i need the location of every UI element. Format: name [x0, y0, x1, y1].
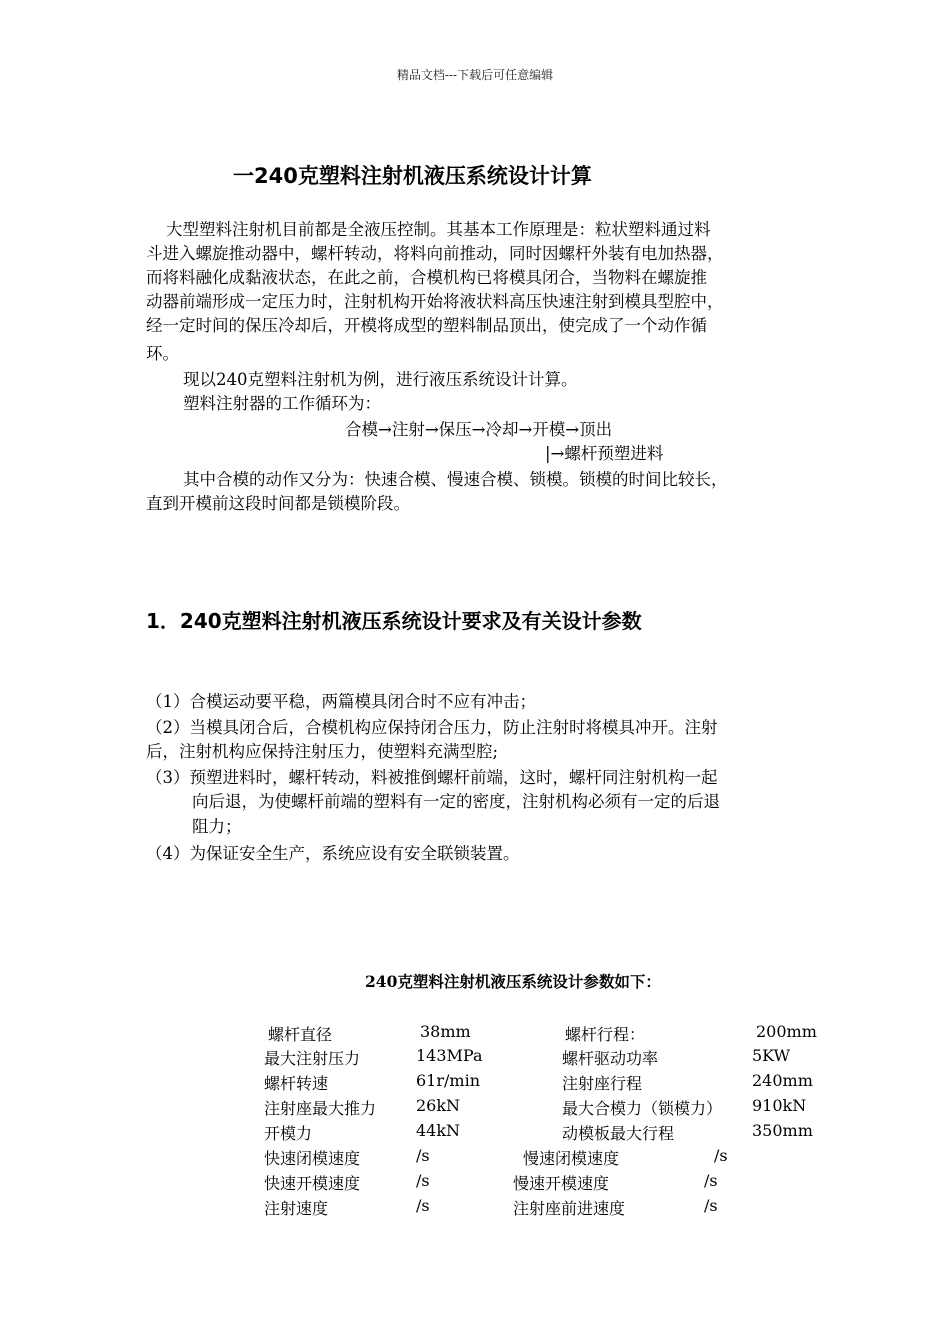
- intro-line: 动器前端形成一定压力时，注射机构开始将液状料高压快速注射到模具型腔中，: [146, 292, 724, 311]
- param-value: 200mm: [756, 1022, 817, 1041]
- param-value: 44kN: [416, 1121, 461, 1140]
- clamp-line: 其中合模的动作又分为：快速合模、慢速合模、锁模。锁模的时间比较长，: [183, 470, 728, 489]
- param-label: 慢速闭模速度: [523, 1149, 620, 1168]
- param-value: /s: [416, 1171, 430, 1190]
- intro-line: 经一定时间的保压冷却后，开模将成型的塑料制品顶出，使完成了一个动作循: [146, 316, 707, 335]
- params-title: 240克塑料注射机液压系统设计参数如下：: [365, 972, 661, 991]
- param-value: /s: [704, 1196, 718, 1215]
- requirement-line: 阻力；: [192, 817, 242, 836]
- param-label: 动模板最大行程: [562, 1124, 675, 1143]
- param-label: 螺杆行程：: [565, 1025, 646, 1044]
- document-title: 一240克塑料注射机液压系统设计计算: [233, 164, 592, 188]
- clamp-line: 直到开模前这段时间都是锁模阶段。: [146, 494, 410, 513]
- param-label: 注射座行程: [562, 1074, 643, 1093]
- cycle-main: 合模→注射→保压→冷却→开模→顶出: [345, 420, 613, 439]
- intro-line: 大型塑料注射机目前都是全液压控制。其基本工作原理是：粒状塑料通过料: [166, 220, 711, 239]
- param-value: /s: [704, 1171, 718, 1190]
- param-value: 240mm: [752, 1071, 813, 1090]
- param-label: 注射座最大推力: [264, 1099, 377, 1118]
- requirement-line: （1）合模运动要平稳，两篇模具闭合时不应有冲击；: [146, 692, 536, 711]
- requirement-line: 后，注射机构应保持注射压力，使塑料充满型腔;: [146, 742, 499, 761]
- param-value: 38mm: [420, 1022, 471, 1041]
- param-value: /s: [416, 1196, 430, 1215]
- param-value: 350mm: [752, 1121, 813, 1140]
- example-text: 现以240克塑料注射机为例，进行液压系统设计计算。: [183, 370, 578, 389]
- param-label: 慢速开模速度: [513, 1174, 610, 1193]
- param-value: 143MPa: [416, 1046, 483, 1065]
- param-value: 5KW: [752, 1046, 791, 1065]
- param-label: 最大注射压力: [264, 1049, 361, 1068]
- param-value: 910kN: [752, 1096, 807, 1115]
- intro-line: 而将料融化成黏液状态，在此之前，合模机构已将模具闭合，当物料在螺旋推: [146, 268, 707, 287]
- page-header: 精品文档---下载后可任意编辑: [396, 68, 554, 82]
- requirement-line: （4）为保证安全生产，系统应设有安全联锁装置。: [146, 844, 520, 863]
- intro-line: 环。: [146, 344, 179, 363]
- param-label: 注射座前进速度: [513, 1199, 626, 1218]
- param-value: /s: [714, 1146, 728, 1165]
- intro-line: 斗进入螺旋推动器中，螺杆转动，将料向前推动，同时因螺杆外装有电加热器，: [146, 244, 724, 263]
- param-value: /s: [416, 1146, 430, 1165]
- cycle-branch: |→螺杆预塑进料: [545, 444, 664, 463]
- cycle-label: 塑料注射器的工作循环为：: [183, 394, 381, 413]
- param-value: 61r/min: [416, 1071, 480, 1090]
- param-label: 螺杆驱动功率: [562, 1049, 659, 1068]
- param-label: 开模力: [264, 1124, 313, 1143]
- param-label: 注射速度: [264, 1199, 329, 1218]
- param-label: 螺杆直径: [268, 1025, 333, 1044]
- requirement-line: （2）当模具闭合后，合模机构应保持闭合压力，防止注射时将模具冲开。注射: [146, 718, 718, 737]
- param-label: 螺杆转速: [264, 1074, 329, 1093]
- param-label: 快速开模速度: [264, 1174, 361, 1193]
- param-label: 快速闭模速度: [264, 1149, 361, 1168]
- section-heading: 1．240克塑料注射机液压系统设计要求及有关设计参数: [146, 609, 642, 633]
- param-label: 最大合模力（锁模力）: [562, 1099, 723, 1118]
- requirement-line: 向后退，为使螺杆前端的塑料有一定的密度，注射机构必须有一定的后退: [192, 792, 720, 811]
- param-value: 26kN: [416, 1096, 461, 1115]
- requirement-line: （3）预塑进料时，螺杆转动，料被推倒螺杆前端，这时，螺杆同注射机构一起: [146, 768, 718, 787]
